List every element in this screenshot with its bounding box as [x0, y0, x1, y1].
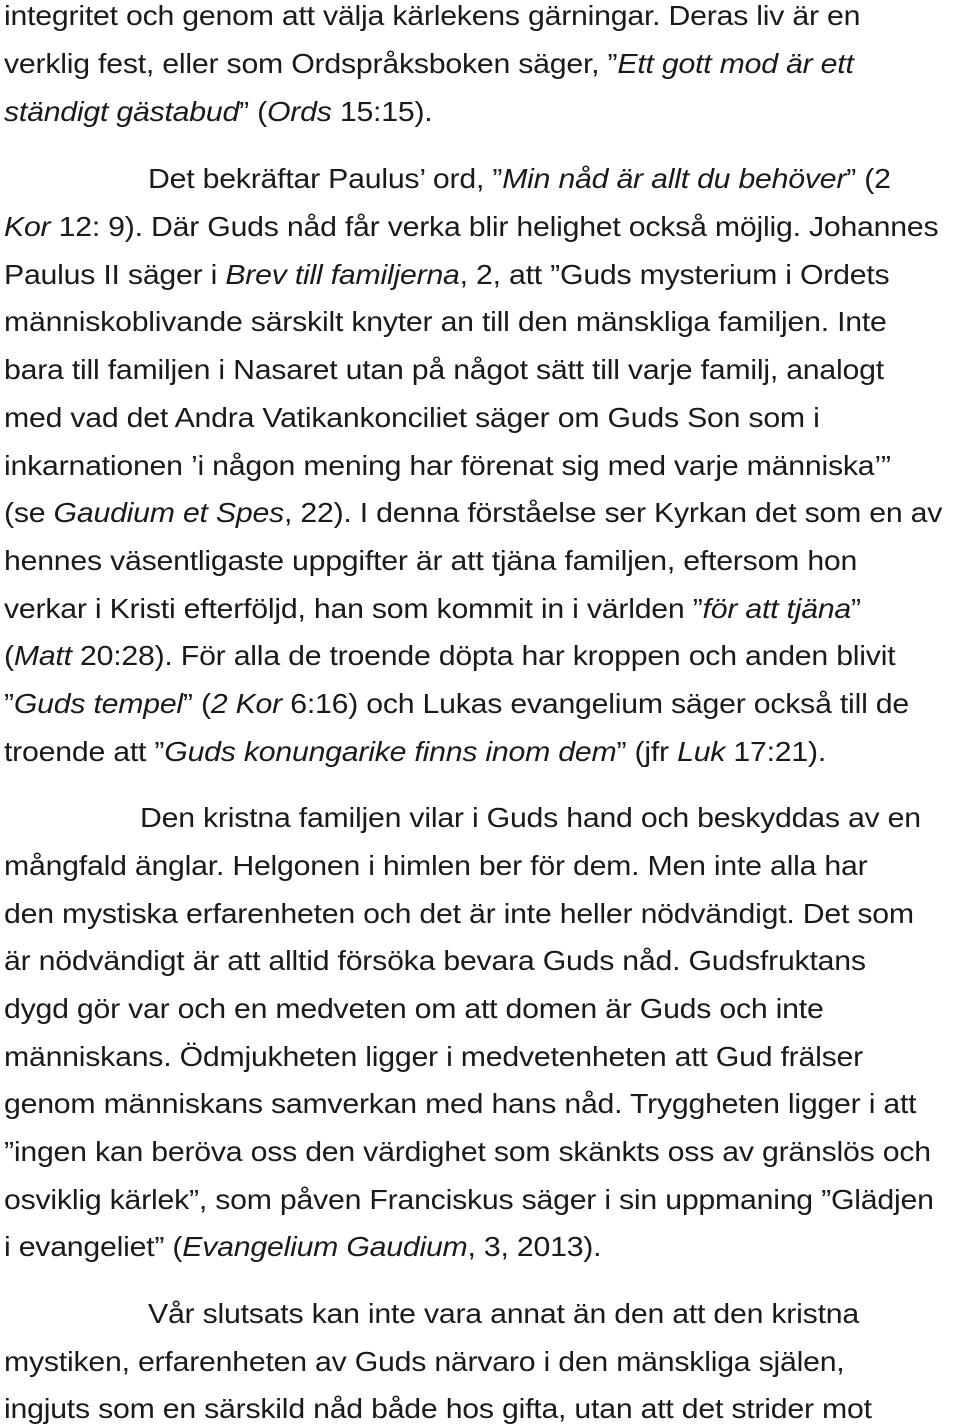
text-line: [4, 690, 909, 718]
text-line: [4, 404, 820, 432]
text-run: 20:28). För alla de troende döpta har kroppen och anden blivit: [71, 640, 896, 671]
italic-text-run: Luk: [677, 736, 726, 767]
text-line: [4, 1348, 844, 1376]
text-run: ”: [851, 593, 861, 624]
text-run: i evangeliet” (: [4, 1231, 183, 1262]
italic-text-run: för att tjäna: [702, 593, 852, 624]
text-run: bara till familjen i Nasaret utan på något sätt till varje familj, analogt: [4, 354, 884, 385]
text-line: [4, 499, 942, 527]
text-run: Vår slutsats kan inte vara annat än den att den kristna: [148, 1298, 859, 1329]
italic-text-run: Min nåd är allt du behöver: [502, 163, 847, 194]
italic-text-run: Matt: [13, 640, 72, 671]
text-run: Paulus II säger i: [4, 259, 226, 290]
italic-text-run: Guds tempel: [13, 688, 183, 719]
text-run: ingjuts som en särskild nåd både hos gifta, utan att det strider mot: [4, 1393, 872, 1424]
text-run: ”: [4, 688, 14, 719]
text-line: [4, 98, 432, 126]
text-run: integritet och genom att välja kärlekens gärningar. Deras liv är en: [4, 0, 861, 31]
text-run: mångfald änglar. Helgonen i himlen ber för dem. Men inte alla har: [4, 850, 868, 881]
text-run: verkar i Kristi efterföljd, han som kommit in i världen ”: [4, 593, 703, 624]
text-run: ” (2: [846, 163, 891, 194]
text-run: ” (: [182, 688, 211, 719]
text-run: troende att ”: [4, 736, 165, 767]
text-line: [4, 1043, 863, 1071]
text-run: (: [4, 640, 14, 671]
text-line: [4, 1138, 931, 1166]
text-run: 15:15).: [331, 96, 433, 127]
italic-text-run: Ords: [266, 96, 332, 127]
italic-text-run: Guds konungarike finns inom dem: [164, 736, 617, 767]
italic-text-run: Kor: [4, 211, 51, 242]
text-line: [4, 1186, 934, 1214]
text-line: [4, 947, 866, 975]
text-line: [4, 213, 938, 241]
text-run: , 3, 2013).: [467, 1231, 602, 1262]
text-run: (se: [4, 497, 54, 528]
italic-text-run: Evangelium Gaudium: [182, 1231, 468, 1262]
text-line: [4, 50, 854, 78]
text-line: [4, 995, 824, 1023]
text-line: [4, 452, 891, 480]
text-run: genom människans samverkan med hans nåd. Tryggheten ligger i att: [4, 1088, 917, 1119]
text-run: människoblivande särskilt knyter an till den mänskliga familjen. Inte: [4, 306, 887, 337]
text-run: inkarnationen ’i någon mening har förenat sig med varje människa’”: [4, 450, 891, 481]
text-run: mystiken, erfarenheten av Guds närvaro i den mänskliga själen,: [4, 1346, 845, 1377]
italic-text-run: Ett gott mod är ett: [617, 48, 854, 79]
text-run: ” (: [239, 96, 267, 127]
text-line: [4, 900, 914, 928]
text-run: Den kristna familjen vilar i Guds hand och beskyddas av en: [140, 802, 921, 833]
text-line: [4, 738, 826, 766]
text-run: 6:16) och Lukas evangelium säger också till de: [282, 688, 909, 719]
text-run: Det bekräftar Paulus’ ord, ”: [148, 163, 503, 194]
text-line: [4, 308, 887, 336]
text-line: [148, 165, 891, 193]
text-run: den mystiska erfarenheten och det är inte heller nödvändigt. Det som: [4, 898, 914, 929]
text-line: [4, 2, 860, 30]
italic-text-run: 2 Kor: [210, 688, 283, 719]
text-line: [4, 356, 884, 384]
text-line: [4, 261, 889, 289]
text-line: [4, 642, 895, 670]
text-run: ” (jfr: [616, 736, 678, 767]
text-run: verklig fest, eller som Ordspråksboken säger, ”: [4, 48, 618, 79]
text-line: [4, 595, 861, 623]
text-run: , 22). I denna förståelse ser Kyrkan det som en av: [283, 497, 943, 528]
text-line: [4, 1395, 872, 1423]
text-run: dygd gör var och en medveten om att domen är Guds och inte: [4, 993, 824, 1024]
text-line: [4, 1090, 916, 1118]
text-run: hennes väsentligaste uppgifter är att tjäna familjen, eftersom hon: [4, 545, 858, 576]
text-run: osviklig kärlek”, som påven Franciskus säger i sin uppmaning ”Glädjen: [4, 1184, 934, 1215]
text-line: [148, 1300, 859, 1328]
italic-text-run: Brev till familjerna: [225, 259, 460, 290]
text-run: 17:21).: [725, 736, 827, 767]
text-line: [4, 547, 857, 575]
text-run: 12: 9). Där Guds nåd får verka blir helighet också möjlig. Johannes: [50, 211, 939, 242]
text-run: är nödvändigt är att alltid försöka bevara Guds nåd. Gudsfruktans: [4, 945, 866, 976]
text-run: med vad det Andra Vatikankonciliet säger om Guds Son som i: [4, 402, 820, 433]
text-line: [4, 852, 867, 880]
text-line: [140, 804, 921, 832]
italic-text-run: Gaudium et Spes: [53, 497, 284, 528]
text-run: , 2, att ”Guds mysterium i Ordets: [459, 259, 890, 290]
text-run: människans. Ödmjukheten ligger i medvetenheten att Gud frälser: [4, 1041, 864, 1072]
text-run: ”ingen kan beröva oss den värdighet som skänkts oss av gränslös och: [4, 1136, 931, 1167]
text-line: [4, 1233, 601, 1261]
italic-text-run: ständigt gästabud: [4, 96, 240, 127]
